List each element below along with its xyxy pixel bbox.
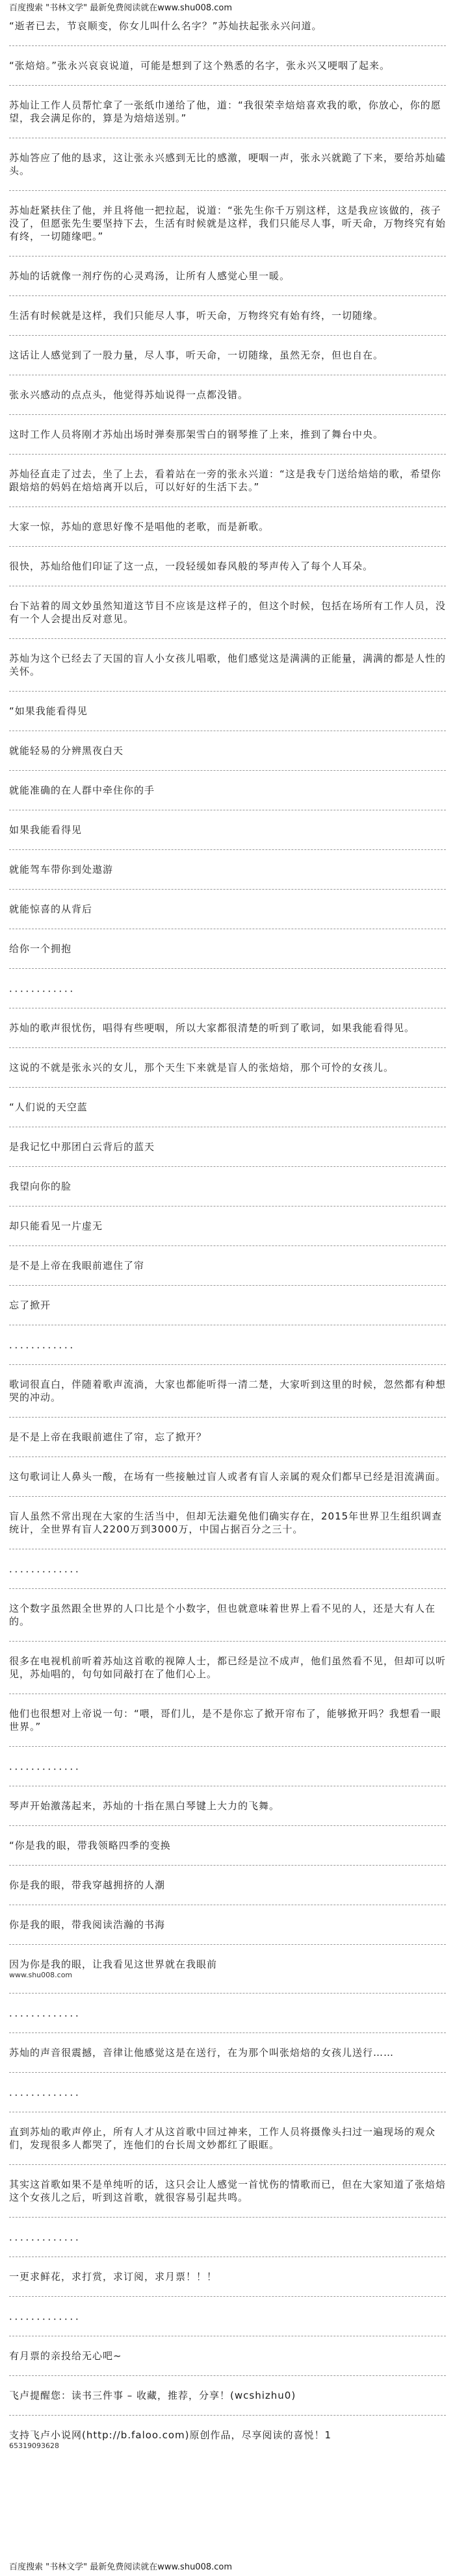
paragraph-text: 苏灿为这个已经去了天国的盲人小女孩儿唱歌，他们感觉这是满满的正能量，满满的都是人性的关怀。 [9,653,446,677]
paragraph [9,507,446,547]
paragraph [9,1826,446,1866]
paragraph [9,2257,446,2297]
paragraph [9,731,446,771]
paragraph [9,296,446,336]
paragraph [9,1589,446,1642]
paragraph-text: 苏灿赶紧扶住了他，并且将他一把拉起，说道：“张先生你千万别这样，这是我应该做的，孩子没了，但愿张先生要坚持下去，生活有时候就是这样，我们只能尽人事，听天命，万物终究有始有终，一切随缘吧。” [9,205,446,242]
paragraph [9,138,446,191]
paragraph-text: 这话让人感觉到了一股力量，尽人事，听天命，一切随缘，虽然无奈，但也自在。 [9,349,384,361]
paragraph-text: 这说的不就是张永兴的女儿，那个天生下来就是盲人的张焙焙，那个可怜的女孩儿。 [9,1062,395,1073]
paragraph [9,2297,446,2336]
paragraph-text: 给你一个拥抱 [9,943,72,955]
paragraph-text: 这句歌词让人鼻头一酸，在场有一些接触过盲人或者有盲人亲属的观众们都早已经是泪流满面。 [9,1471,446,1482]
paragraph [9,2165,446,2218]
paragraph [9,2033,446,2073]
paragraph [9,1008,446,1048]
paragraph-text: 其实这首歌如果不是单纯听的话，这只会让人感觉一首忧伤的情歌而已，但在大家知道了张焙焙这个女孩儿之后，听到这首歌，就很容易引起共鸣。 [9,2179,446,2203]
paragraph-text: 是不是上帝在我眼前遮住了帘，忘了掀开？ [9,1431,207,1443]
paragraph-text: 琴声开始激荡起来，苏灿的十指在黑白琴键上大力的飞舞。 [9,1800,280,1812]
paragraph-text: ．．．．．．．．．．．．． [9,2007,86,2019]
paragraph [9,2218,446,2257]
paragraph-text: 是我记忆中那团白云背后的蓝天 [9,1141,155,1153]
paragraph [9,1945,446,1994]
paragraph [9,1325,446,1365]
paragraph [9,586,446,639]
paragraph [9,1457,446,1497]
paragraph [9,771,446,810]
paragraph [9,1048,446,1088]
paragraph [9,1994,446,2033]
paragraph-text: “如果我能看得见 [9,705,88,717]
paragraph-text: 苏灿径直走了过去，坐了上去，看着站在一旁的张永兴道：“这是我专门送给焙焙的歌，希望你跟焙焙的妈妈在焙焙离开以后，可以好好的生活下去。” [9,468,441,493]
paragraph [9,692,446,731]
paragraph-text: 忘了掀开 [9,1299,51,1311]
paragraph [9,929,446,969]
paragraph [9,1088,446,1127]
paragraph-text: 张永兴感动的点点头，他觉得苏灿说得一点都没错。 [9,389,249,401]
paragraph-text: ．．．．．．．．．．．． [9,982,81,994]
paragraph [9,1549,446,1589]
paragraph-subline: www.shu008.com [9,1971,73,1979]
paragraph-text: ．．．．．．．．．．．．． [9,2231,86,2243]
paragraph-text: 苏灿的声音很震撼，音律让他感觉这是在送行，在为那个叫张焙焙的女孩儿送行…… [9,2047,395,2058]
paragraph [9,2336,446,2376]
paragraph [9,810,446,850]
paragraph-text: 你是我的眼，带我穿越拥挤的人潮 [9,1879,166,1891]
paragraph-text: 大家一惊，苏灿的意思好像不是唱他的老歌，而是新歌。 [9,521,270,532]
paragraph-text: ．．．．．．．．．．．．． [9,2086,86,2098]
paragraph-text: ．．．．．．．．．．．．． [9,2310,86,2322]
paragraph-text: 这个数字虽然跟全世界的人口比是个小数字，但也就意味着世界上看不见的人，还是大有人在的。 [9,1603,436,1627]
paragraph-text: 苏灿答应了他的恳求，这让张永兴感到无比的感激，哽咽一声，张永兴就跪了下来，要给苏灿磕头。 [9,152,446,177]
paragraph-text: 支持飞卢小说网(http://b.faloo.com)原创作品，尽享阅读的喜悦！1 [9,2429,332,2441]
paragraph-text: “逝者已去，节哀顺变，你女儿叫什么名字？”苏灿扶起张永兴问道。 [9,20,322,32]
paragraph-text: ．．．．．．．．．．．．． [9,1563,86,1575]
paragraph-text: 歌词很直白，伴随着歌声流淌，大家也都能听得一清二楚，大家听到这里的时候，忽然都有种想哭的冲动。 [9,1379,446,1403]
paragraph-text: 有月票的亲投给无心吧~ [9,2350,122,2362]
bottom-search-notice: 百度搜索 "书林文学" 最新免费阅读就在www.shu008.com [9,2562,233,2572]
paragraph [9,86,446,138]
paragraph-text: 就能惊喜的从背后 [9,903,93,915]
paragraph-text: 我望向你的脸 [9,1181,72,1192]
top-search-notice: 百度搜索 "书林文学" 最新免费阅读就在www.shu008.com [9,3,233,13]
paragraph [9,256,446,296]
paragraph [9,547,446,586]
paragraph-text: 就能轻易的分辨黑夜白天 [9,745,124,757]
paragraph [9,1418,446,1457]
paragraph [9,2416,446,2464]
paragraph [9,890,446,929]
paragraph-text: ．．．．．．．．．．．． [9,1339,81,1351]
paragraph [9,1866,446,1905]
paragraph [9,969,446,1008]
paragraph [9,46,446,86]
paragraph [9,1747,446,1786]
paragraph [9,1642,446,1694]
paragraph-text: 你是我的眼，带我阅读浩瀚的书海 [9,1919,166,1931]
paragraph [9,2376,446,2416]
paragraph [9,455,446,507]
paragraph [9,1207,446,1246]
paragraph [9,850,446,890]
paragraph-text: 这时工作人员将刚才苏灿出场时弹奏那架雪白的钢琴推了上来，推到了舞台中央。 [9,429,384,440]
paragraph-text: “人们说的天空蓝 [9,1101,88,1113]
paragraph [9,639,446,692]
paragraph [9,1167,446,1207]
paragraph-text: 却只能看见一片虚无 [9,1220,103,1232]
article-body [9,16,446,2558]
paragraph-text: 苏灿的话就像一剂疗伤的心灵鸡汤，让所有人感觉心里一暖。 [9,270,291,282]
paragraph-text: “张焙焙。”张永兴哀哀说道，可能是想到了这个熟悉的名字，张永兴又哽咽了起来。 [9,60,391,71]
paragraph [9,2073,446,2112]
paragraph [9,1365,446,1418]
paragraph-text: 生活有时候就是这样，我们只能尽人事，听天命，万物终究有始有终，一切随缘。 [9,310,384,321]
paragraph-text: 因为你是我的眼，让我看见这世界就在我眼前 [9,1958,218,1970]
paragraph [9,1127,446,1167]
paragraph [9,1786,446,1826]
paragraph-text: “你是我的眼，带我领略四季的变换 [9,1840,171,1851]
paragraph-text: 台下站着的周文妙虽然知道这节目不应该是这样子的，但这个时候，包括在场所有工作人员，没有一个人会提出反对意见。 [9,600,446,625]
paragraph-text: 如果我能看得见 [9,824,83,836]
paragraph [9,2112,446,2165]
paragraph [9,16,446,46]
paragraph [9,415,446,455]
paragraph [9,1905,446,1945]
paragraph-text: 盲人虽然不常出现在大家的生活当中，但却无法避免他们确实存在，2015年世界卫生组织调查统计，全世界有盲人2200万到3000万，中国占据百分之三十。 [9,1510,443,1535]
paragraph [9,1694,446,1747]
paragraph [9,1497,446,1549]
paragraph-text: 很多在电视机前听着苏灿这首歌的视障人士，都已经是泣不成声，他们虽然看不见，但却可以听见，苏灿唱的，句句如同敲打在了他们心上。 [9,1655,446,1680]
paragraph-text: 苏灿的歌声很忧伤，唱得有些哽咽，所以大家都很清楚的听到了歌词，如果我能看得见。 [9,1022,415,1034]
paragraph [9,191,446,256]
paragraph-text: 是不是上帝在我眼前遮住了帘 [9,1260,145,1271]
paragraph-text: 就能驾车带你到处遨游 [9,864,114,875]
paragraph-text: 一更求鲜花，求打赏，求订阅，求月票！！！ [9,2271,218,2282]
paragraph [9,336,446,375]
paragraph-text: 很快，苏灿给他们印证了这一点，一段轻缓如春风般的琴声传入了每个人耳朵。 [9,560,374,572]
paragraph [9,1286,446,1325]
paragraph-text: 直到苏灿的歌声停止，所有人才从这首歌中回过神来，工作人员将摄像头扫过一遍现场的观众们，发现很多人都哭了，连他们的台长周文妙都红了眼眶。 [9,2126,436,2151]
paragraph-text: 就能准确的在人群中牵住你的手 [9,784,155,796]
paragraph-subline: 65319093628 [9,2442,59,2450]
paragraph [9,1246,446,1286]
paragraph-text: 苏灿让工作人员帮忙拿了一张纸巾递给了他，道：“我很荣幸焙焙喜欢我的歌，你放心，你的愿望，我会满足你的，算是为焙焙送别。” [9,99,441,124]
paragraph-text: ．．．．．．．．．．．．． [9,1760,86,1772]
paragraph-text: 飞卢提醒您：读书三件事 – 收藏，推荐，分享！(wcshizhu0) [9,2390,296,2401]
paragraph-text: 他们也很想对上帝说一句：“喂，哥们儿，是不是你忘了掀开帘布了，能够掀开吗？我想看一眼世界。” [9,1708,441,1732]
paragraph [9,375,446,415]
